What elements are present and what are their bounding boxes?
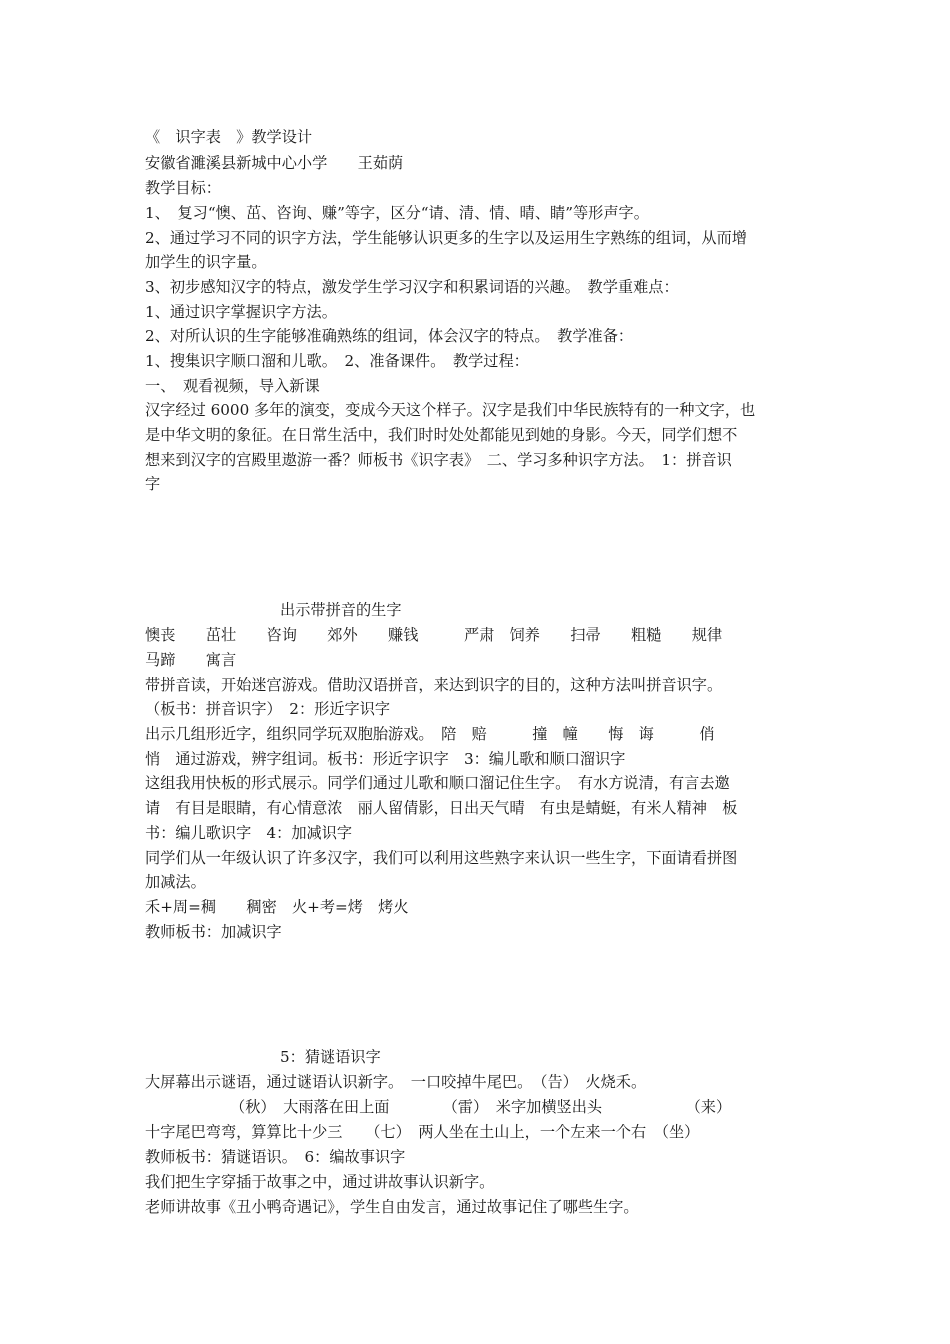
rhyme-line-2: 请 有目是眼睛，有心情意浓 丽人留倩影，日出天气晴 有虫是蜻蜓，有米人精神 板 xyxy=(145,799,738,817)
addsub-line-1: 同学们从一年级认识了许多汉字，我们可以利用这些熟字来认识一些生字，下面请看拼图 xyxy=(145,849,738,867)
riddle-line-3: 十字尾巴弯弯，算算比十少三 （七） 两人坐在土山上，一个左来一个右 （坐） xyxy=(145,1123,700,1141)
intro-line-1: 汉字经过 6000 多年的演变，变成今天这个样子。汉字是我们中华民族特有的一种文字，也 xyxy=(145,401,756,419)
story-line-1: 我们把生字穿插于故事之中，通过讲故事认识新字。 xyxy=(145,1173,495,1191)
riddle-line-1: 大屏幕出示谜语，通过谜语认识新字。 一口咬掉牛尾巴。 （告） 火烧禾。 xyxy=(145,1073,647,1091)
riddle-heading: 5：猜谜语识字 xyxy=(280,1048,381,1066)
process-step-1: 一、 观看视频，导入新课 xyxy=(145,377,320,395)
words-row-2: 马蹄 寓言 xyxy=(145,651,237,669)
preparation: 1、搜集识字顺口溜和儿歌。 2、准备课件。 教学过程： xyxy=(145,352,529,370)
goal-2-line-1: 2、通过学习不同的识字方法，学生能够认识更多的生字以及运用生字熟练的组词，从而增 xyxy=(145,229,747,247)
addsub-line-2: 加减法。 xyxy=(145,873,206,891)
similar-line-2: 悄 通过游戏，辨字组词。板书：形近字识字 3：编儿歌和顺口溜识字 xyxy=(145,750,626,768)
words-row-1: 懊丧 茁壮 咨询 郊外 赚钱 严肃 饲养 扫帚 粗糙 规律 xyxy=(145,626,723,644)
riddle-line-2: （秋） 大雨落在田上面 （雷） 米字加横竖出头 （来） xyxy=(230,1098,732,1116)
goal-3: 3、初步感知汉字的特点，激发学生学习汉字和积累词语的兴趣。 教学重难点： xyxy=(145,278,679,296)
pinyin-caption: 出示带拼音的生字 xyxy=(280,601,402,619)
intro-line-3: 想来到汉字的宫殿里遨游一番？师板书《识字表》 二、学习多种识字方法。 1：拼音识 xyxy=(145,451,732,469)
pinyin-desc-line-2: （板书：拼音识字） 2：形近字识字 xyxy=(145,700,391,718)
intro-line-2: 是中华文明的象征。在日常生活中，我们时时处处都能见到她的身影。今天，同学们想不 xyxy=(145,426,738,444)
document-title: 《 识字表 》教学设计 xyxy=(145,128,313,146)
key-point-2: 2、对所认识的生字能够准确熟练的组词，体会汉字的特点。 教学准备： xyxy=(145,327,634,345)
pinyin-desc-line-1: 带拼音读，开始迷宫游戏。借助汉语拼音，来达到识字的目的，这种方法叫拼音识字。 xyxy=(145,676,723,694)
addsub-formula: 禾+周=稠 稠密 火+考=烤 烤火 xyxy=(145,898,409,916)
goal-1: 1、 复习“懊、茁、咨询、赚”等字，区分“请、清、情、晴、睛”等形声字。 xyxy=(145,204,649,222)
key-point-1: 1、通过识字掌握识字方法。 xyxy=(145,303,337,321)
similar-line-1: 出示几组形近字，组织同学玩双胞胎游戏。 陪 赔 撞 幢 悔 诲 俏 xyxy=(145,725,715,743)
intro-line-4: 字 xyxy=(145,475,161,493)
addsub-board: 教师板书：加减识字 xyxy=(145,923,282,941)
riddle-board: 教师板书：猜谜语识。 6：编故事识字 xyxy=(145,1148,406,1166)
story-line-2: 老师讲故事《丑小鸭奇遇记》，学生自由发言，通过故事记住了哪些生字。 xyxy=(145,1198,639,1216)
goal-2-line-2: 加学生的识字量。 xyxy=(145,253,267,271)
rhyme-line-1: 这组我用快板的形式展示。同学们通过儿歌和顺口溜记住生字。 有水方说清，有言去邀 xyxy=(145,774,730,792)
rhyme-line-3: 书：编儿歌识字 4：加减识字 xyxy=(145,824,353,842)
goals-heading: 教学目标： xyxy=(145,179,221,197)
author-line: 安徽省濉溪县新城中心小学 王茹荫 xyxy=(145,154,404,172)
